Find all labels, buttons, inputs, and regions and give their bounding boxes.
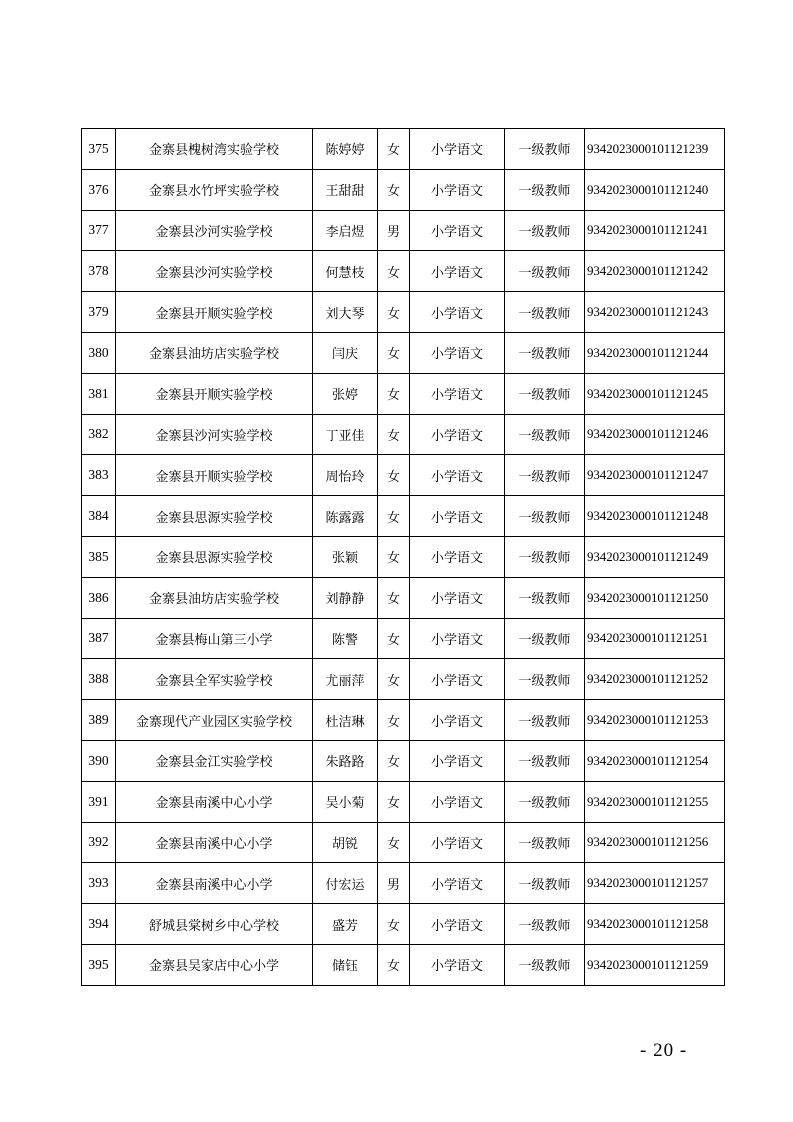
gender-cell: 女 bbox=[378, 292, 410, 333]
teacher-list-table-container bbox=[81, 128, 724, 986]
gender-cell: 女 bbox=[378, 332, 410, 373]
certificate-number-cell: 9342023000101121252 bbox=[585, 659, 725, 700]
table-row bbox=[82, 822, 725, 863]
row-number-cell: 375 bbox=[82, 129, 116, 170]
subject-cell: 小学语文 bbox=[410, 496, 505, 537]
title-cell: 一级教师 bbox=[505, 740, 585, 781]
row-number-cell: 390 bbox=[82, 740, 116, 781]
subject-cell: 小学语文 bbox=[410, 740, 505, 781]
table-row bbox=[82, 251, 725, 292]
school-cell: 舒城县棠树乡中心学校 bbox=[116, 904, 313, 945]
row-number-cell: 388 bbox=[82, 659, 116, 700]
table-row bbox=[82, 169, 725, 210]
certificate-number-cell: 9342023000101121239 bbox=[585, 129, 725, 170]
title-cell: 一级教师 bbox=[505, 659, 585, 700]
certificate-number-cell: 9342023000101121255 bbox=[585, 781, 725, 822]
certificate-number-cell: 9342023000101121250 bbox=[585, 577, 725, 618]
row-number-cell: 384 bbox=[82, 496, 116, 537]
school-cell: 金寨县沙河实验学校 bbox=[116, 414, 313, 455]
name-cell: 陈婷婷 bbox=[313, 129, 378, 170]
subject-cell: 小学语文 bbox=[410, 904, 505, 945]
title-cell: 一级教师 bbox=[505, 414, 585, 455]
gender-cell: 女 bbox=[378, 536, 410, 577]
table-row bbox=[82, 292, 725, 333]
row-number-cell: 387 bbox=[82, 618, 116, 659]
subject-cell: 小学语文 bbox=[410, 618, 505, 659]
table-row bbox=[82, 536, 725, 577]
name-cell: 胡锐 bbox=[313, 822, 378, 863]
table-body bbox=[82, 129, 725, 986]
row-number-cell: 379 bbox=[82, 292, 116, 333]
name-cell: 丁亚佳 bbox=[313, 414, 378, 455]
school-cell: 金寨县南溪中心小学 bbox=[116, 781, 313, 822]
gender-cell: 女 bbox=[378, 414, 410, 455]
school-cell: 金寨县吴家店中心小学 bbox=[116, 944, 313, 985]
teacher-list-table bbox=[81, 128, 725, 986]
table-row bbox=[82, 373, 725, 414]
table-row bbox=[82, 904, 725, 945]
subject-cell: 小学语文 bbox=[410, 822, 505, 863]
name-cell: 张颖 bbox=[313, 536, 378, 577]
certificate-number-cell: 9342023000101121246 bbox=[585, 414, 725, 455]
subject-cell: 小学语文 bbox=[410, 210, 505, 251]
row-number-cell: 377 bbox=[82, 210, 116, 251]
certificate-number-cell: 9342023000101121245 bbox=[585, 373, 725, 414]
title-cell: 一级教师 bbox=[505, 863, 585, 904]
table-row bbox=[82, 455, 725, 496]
row-number-cell: 389 bbox=[82, 700, 116, 741]
row-number-cell: 393 bbox=[82, 863, 116, 904]
certificate-number-cell: 9342023000101121253 bbox=[585, 700, 725, 741]
name-cell: 盛芳 bbox=[313, 904, 378, 945]
name-cell: 陈露露 bbox=[313, 496, 378, 537]
row-number-cell: 382 bbox=[82, 414, 116, 455]
certificate-number-cell: 9342023000101121259 bbox=[585, 944, 725, 985]
certificate-number-cell: 9342023000101121254 bbox=[585, 740, 725, 781]
school-cell: 金寨县南溪中心小学 bbox=[116, 863, 313, 904]
school-cell: 金寨县沙河实验学校 bbox=[116, 210, 313, 251]
school-cell: 金寨县槐树湾实验学校 bbox=[116, 129, 313, 170]
subject-cell: 小学语文 bbox=[410, 659, 505, 700]
certificate-number-cell: 9342023000101121248 bbox=[585, 496, 725, 537]
title-cell: 一级教师 bbox=[505, 496, 585, 537]
row-number-cell: 376 bbox=[82, 169, 116, 210]
gender-cell: 女 bbox=[378, 659, 410, 700]
title-cell: 一级教师 bbox=[505, 944, 585, 985]
row-number-cell: 383 bbox=[82, 455, 116, 496]
table-row bbox=[82, 863, 725, 904]
row-number-cell: 395 bbox=[82, 944, 116, 985]
table-row bbox=[82, 740, 725, 781]
title-cell: 一级教师 bbox=[505, 577, 585, 618]
name-cell: 朱路路 bbox=[313, 740, 378, 781]
title-cell: 一级教师 bbox=[505, 904, 585, 945]
table-row bbox=[82, 496, 725, 537]
certificate-number-cell: 9342023000101121240 bbox=[585, 169, 725, 210]
table-row bbox=[82, 414, 725, 455]
certificate-number-cell: 9342023000101121244 bbox=[585, 332, 725, 373]
subject-cell: 小学语文 bbox=[410, 944, 505, 985]
name-cell: 杜洁琳 bbox=[313, 700, 378, 741]
school-cell: 金寨县思源实验学校 bbox=[116, 496, 313, 537]
title-cell: 一级教师 bbox=[505, 618, 585, 659]
gender-cell: 女 bbox=[378, 822, 410, 863]
table-row bbox=[82, 577, 725, 618]
certificate-number-cell: 9342023000101121251 bbox=[585, 618, 725, 659]
school-cell: 金寨县水竹坪实验学校 bbox=[116, 169, 313, 210]
name-cell: 储钰 bbox=[313, 944, 378, 985]
table-row bbox=[82, 944, 725, 985]
gender-cell: 女 bbox=[378, 944, 410, 985]
certificate-number-cell: 9342023000101121247 bbox=[585, 455, 725, 496]
certificate-number-cell: 9342023000101121258 bbox=[585, 904, 725, 945]
table-row bbox=[82, 129, 725, 170]
school-cell: 金寨现代产业园区实验学校 bbox=[116, 700, 313, 741]
table-row bbox=[82, 659, 725, 700]
school-cell: 金寨县开顺实验学校 bbox=[116, 373, 313, 414]
title-cell: 一级教师 bbox=[505, 169, 585, 210]
certificate-number-cell: 9342023000101121257 bbox=[585, 863, 725, 904]
name-cell: 吴小菊 bbox=[313, 781, 378, 822]
gender-cell: 男 bbox=[378, 210, 410, 251]
gender-cell: 女 bbox=[378, 904, 410, 945]
title-cell: 一级教师 bbox=[505, 373, 585, 414]
certificate-number-cell: 9342023000101121241 bbox=[585, 210, 725, 251]
name-cell: 李启煜 bbox=[313, 210, 378, 251]
row-number-cell: 381 bbox=[82, 373, 116, 414]
gender-cell: 女 bbox=[378, 373, 410, 414]
school-cell: 金寨县思源实验学校 bbox=[116, 536, 313, 577]
table-row bbox=[82, 210, 725, 251]
table-row bbox=[82, 700, 725, 741]
title-cell: 一级教师 bbox=[505, 251, 585, 292]
school-cell: 金寨县南溪中心小学 bbox=[116, 822, 313, 863]
table-row bbox=[82, 781, 725, 822]
row-number-cell: 394 bbox=[82, 904, 116, 945]
title-cell: 一级教师 bbox=[505, 455, 585, 496]
subject-cell: 小学语文 bbox=[410, 455, 505, 496]
school-cell: 金寨县沙河实验学校 bbox=[116, 251, 313, 292]
school-cell: 金寨县开顺实验学校 bbox=[116, 455, 313, 496]
gender-cell: 女 bbox=[378, 781, 410, 822]
name-cell: 闫庆 bbox=[313, 332, 378, 373]
row-number-cell: 378 bbox=[82, 251, 116, 292]
gender-cell: 女 bbox=[378, 251, 410, 292]
title-cell: 一级教师 bbox=[505, 292, 585, 333]
gender-cell: 女 bbox=[378, 618, 410, 659]
row-number-cell: 380 bbox=[82, 332, 116, 373]
gender-cell: 女 bbox=[378, 455, 410, 496]
subject-cell: 小学语文 bbox=[410, 536, 505, 577]
school-cell: 金寨县开顺实验学校 bbox=[116, 292, 313, 333]
subject-cell: 小学语文 bbox=[410, 781, 505, 822]
subject-cell: 小学语文 bbox=[410, 169, 505, 210]
subject-cell: 小学语文 bbox=[410, 292, 505, 333]
page-number: - 20 - bbox=[640, 1040, 688, 1061]
row-number-cell: 392 bbox=[82, 822, 116, 863]
row-number-cell: 391 bbox=[82, 781, 116, 822]
certificate-number-cell: 9342023000101121249 bbox=[585, 536, 725, 577]
subject-cell: 小学语文 bbox=[410, 700, 505, 741]
gender-cell: 女 bbox=[378, 740, 410, 781]
subject-cell: 小学语文 bbox=[410, 414, 505, 455]
title-cell: 一级教师 bbox=[505, 700, 585, 741]
title-cell: 一级教师 bbox=[505, 536, 585, 577]
name-cell: 付宏运 bbox=[313, 863, 378, 904]
name-cell: 王甜甜 bbox=[313, 169, 378, 210]
school-cell: 金寨县金江实验学校 bbox=[116, 740, 313, 781]
name-cell: 刘大琴 bbox=[313, 292, 378, 333]
name-cell: 何慧枝 bbox=[313, 251, 378, 292]
certificate-number-cell: 9342023000101121242 bbox=[585, 251, 725, 292]
subject-cell: 小学语文 bbox=[410, 251, 505, 292]
subject-cell: 小学语文 bbox=[410, 863, 505, 904]
table-row bbox=[82, 618, 725, 659]
certificate-number-cell: 9342023000101121256 bbox=[585, 822, 725, 863]
subject-cell: 小学语文 bbox=[410, 332, 505, 373]
title-cell: 一级教师 bbox=[505, 129, 585, 170]
title-cell: 一级教师 bbox=[505, 781, 585, 822]
gender-cell: 女 bbox=[378, 129, 410, 170]
table-row bbox=[82, 332, 725, 373]
subject-cell: 小学语文 bbox=[410, 373, 505, 414]
title-cell: 一级教师 bbox=[505, 210, 585, 251]
subject-cell: 小学语文 bbox=[410, 577, 505, 618]
name-cell: 刘静静 bbox=[313, 577, 378, 618]
gender-cell: 女 bbox=[378, 169, 410, 210]
gender-cell: 男 bbox=[378, 863, 410, 904]
name-cell: 周怡玲 bbox=[313, 455, 378, 496]
row-number-cell: 385 bbox=[82, 536, 116, 577]
name-cell: 陈警 bbox=[313, 618, 378, 659]
school-cell: 金寨县梅山第三小学 bbox=[116, 618, 313, 659]
school-cell: 金寨县油坊店实验学校 bbox=[116, 332, 313, 373]
certificate-number-cell: 9342023000101121243 bbox=[585, 292, 725, 333]
title-cell: 一级教师 bbox=[505, 332, 585, 373]
school-cell: 金寨县油坊店实验学校 bbox=[116, 577, 313, 618]
name-cell: 张婷 bbox=[313, 373, 378, 414]
name-cell: 尤丽萍 bbox=[313, 659, 378, 700]
title-cell: 一级教师 bbox=[505, 822, 585, 863]
gender-cell: 女 bbox=[378, 496, 410, 537]
row-number-cell: 386 bbox=[82, 577, 116, 618]
gender-cell: 女 bbox=[378, 577, 410, 618]
school-cell: 金寨县全军实验学校 bbox=[116, 659, 313, 700]
gender-cell: 女 bbox=[378, 700, 410, 741]
subject-cell: 小学语文 bbox=[410, 129, 505, 170]
